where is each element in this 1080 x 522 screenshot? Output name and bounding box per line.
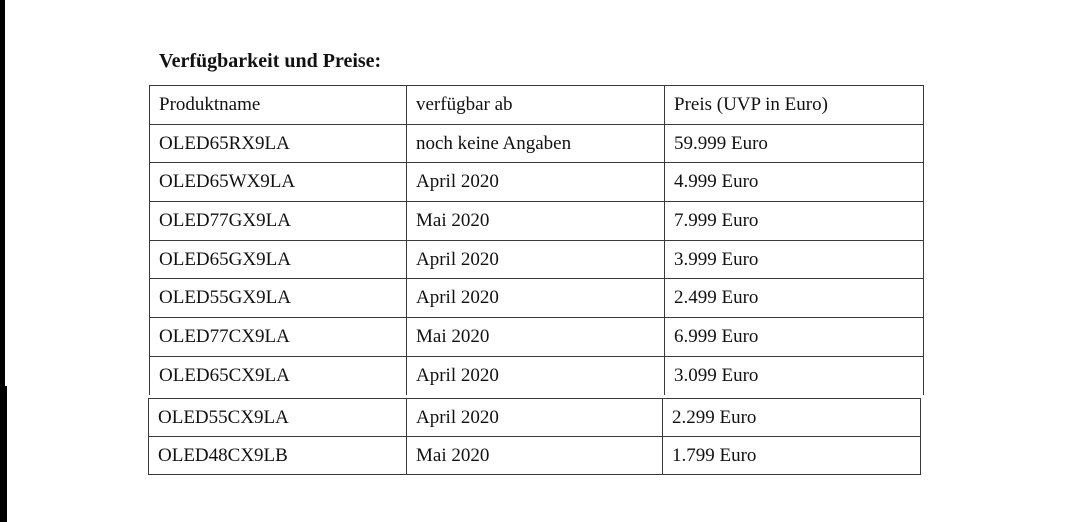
table-row [150,356,924,395]
product-name-cell: OLED65GX9LA [150,240,407,279]
price-cell: 59.999 Euro [665,124,924,163]
product-name-cell: OLED65RX9LA [150,124,407,163]
available-cell: Mai 2020 [407,437,663,475]
price-table-lower [148,398,921,475]
table-row [149,437,921,475]
table-row [150,163,924,202]
table-row [150,279,924,318]
section-heading: Verfügbarkeit und Preise: [159,50,382,72]
table-row [150,318,924,357]
price-cell: 6.999 Euro [665,318,924,357]
left-edge-shadow [0,0,5,386]
product-name-cell: OLED77GX9LA [150,202,407,241]
product-name-cell: OLED55CX9LA [149,399,407,437]
product-name-cell: OLED48CX9LB [149,437,407,475]
product-name-cell: OLED65WX9LA [150,163,407,202]
product-name-cell: OLED65CX9LA [150,356,407,395]
table-header-row [150,86,924,125]
available-cell: April 2020 [407,356,665,395]
available-cell: Mai 2020 [407,202,665,241]
available-cell: April 2020 [407,399,663,437]
available-cell: April 2020 [407,240,665,279]
column-header-available-from: verfügbar ab [407,86,665,125]
price-cell: 3.999 Euro [665,240,924,279]
price-cell: 2.299 Euro [663,399,921,437]
product-name-cell: OLED55GX9LA [150,279,407,318]
table-row [150,202,924,241]
left-edge-shadow-lower [0,386,7,522]
column-header-product-name: Produktname [150,86,407,125]
column-header-price: Preis (UVP in Euro) [665,86,924,125]
price-cell: 4.999 Euro [665,163,924,202]
price-cell: 1.799 Euro [663,437,921,475]
available-cell: Mai 2020 [407,318,665,357]
price-cell: 2.499 Euro [665,279,924,318]
table-row [149,399,921,437]
price-cell: 7.999 Euro [665,202,924,241]
available-cell: April 2020 [407,163,665,202]
price-table-upper [149,85,924,395]
table-row [150,240,924,279]
available-cell: noch keine Angaben [407,124,665,163]
price-cell: 3.099 Euro [665,356,924,395]
table-row [150,124,924,163]
available-cell: April 2020 [407,279,665,318]
product-name-cell: OLED77CX9LA [150,318,407,357]
